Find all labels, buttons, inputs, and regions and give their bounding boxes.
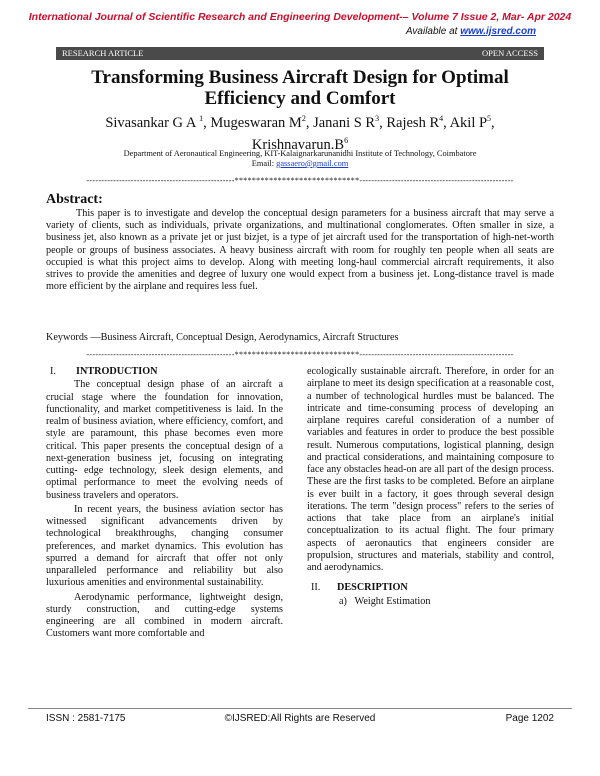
section-number: I. [50,366,56,377]
section-number: II. [311,582,321,594]
author-name: Janani S R [313,114,376,131]
section-heading [307,582,554,594]
keywords: Keywords —Business Aircraft, Conceptual Design, Aerodynamics, Aircraft Structures [46,332,399,343]
separator-top: --------------------------------------------------*****************************---------------------------------------------------- [86,176,514,185]
author-name: Sivasankar G A [105,114,196,131]
author-affiliation-mark: 4 [439,114,444,123]
left-column [46,366,283,643]
email-link[interactable]: gassaero@gmail.com [276,159,349,168]
paper-title: Transforming Business Aircraft Design for Optimal Efficiency and Comfort [91,67,509,109]
author-affiliation-mark: 6 [344,135,349,145]
abstract-heading: Abstract: [46,192,103,207]
email-label: Email: [251,159,275,168]
author-affiliation-mark: 5 [487,114,492,123]
paragraph: Aerodynamic performance, lightweight design, sturdy construction, and cutting-edge systems engineering are all combined in modern aircraft. Customers want more comfortable and [46,591,283,640]
availability-line [406,26,536,37]
paragraph: The conceptual design phase of an aircraft a crucial stage where the foundation for innovation, functionality, and market competitiveness is laid. In the realm of business aviation, where efficiency, comfort, and style are paramount, this phase becomes even more critical. This paper presents the conceptual design of a next-generation business jet, focusing on integrating cutting- edge technology, sleek design elements, and optimal performance to meet the evolving needs of business travelers and operators. [46,379,283,501]
section-title: INTRODUCTION [76,366,158,377]
article-type-banner [56,47,544,60]
author-affiliation-mark: 2 [301,114,306,123]
author-list: Sivasankar G A $^1$, Mugeswaran $M^2$, Janani S $R^3$, Rajesh $R^4$, Akil $P^5$, $Krishnavarun.B^6$ [105,114,495,153]
author-affiliation-mark: 1 [199,114,204,123]
abstract-text: This paper is to investigate and develop the conceptual design parameters for a business aircraft that may serve a variety of clients, such as individuals, private organizations, and multinational conglomerates. Often smaller in size, a business jet, also known as a private jet or just bizjet, is a type of jet aircraft used for the transportation of high-net-worth people or groups of business associates. A heavy business aircraft with room for roughly ten people when all seats are occupied is what this project aims to develop. Along with meeting long-haul commercial aircraft requirements, it also strives to provide the amenities and degree of luxury one would expect from a business jet. Long-distance travel is made more efficient by the airplane and requires less fuel. [46,208,554,293]
footer-page-number: Page 1202 [505,713,554,724]
open-access-label: OPEN ACCESS [482,48,538,58]
right-column [307,366,554,608]
separator-bottom: --------------------------------------------------*****************************---------------------------------------------------- [86,350,514,359]
footer-rights: ©IJSRED:All Rights are Reserved [224,713,376,724]
author-name: Rajesh R [386,114,440,131]
email-line [56,159,544,168]
paragraph: ecologically sustainable aircraft. Therefore, in order for an airplane to meet its design specification at a reasonable cost, a number of technological hurdles must be balanced. The intricate and time-consuming process of developing an airplane requires careful consideration of a number of variables and features in order to produce the best possible result. Numerous computations, logistical planning, design and practical considerations, and maintaining composure to face any obstacles head-on are all part of the design process. These are the first tasks to be completed. Before an airplane is ever built in a factory, it goes through several design iterations. The term "design process" refers to the series of actions that take place from an airplane's initial conceptualization to its actual flight. The four primary aspects of aeronautics that engineers consider are propulsion, structures and materials, stability and control, and aerodynamics. [307,366,554,573]
author-affiliation-mark: 3 [375,114,380,123]
author-name: Krishnavarun.B [251,136,345,153]
author-name: Mugeswaran M [210,114,302,131]
research-article-label: RESEARCH ARTICLE [62,48,144,58]
author-name: Akil P [449,114,488,131]
footer-divider [28,708,572,709]
available-prefix: Available at [405,26,458,37]
subsection-heading: a) Weight Estimation [339,595,431,607]
footer-issn: ISSN : 2581-7175 [46,713,126,724]
journal-url-link[interactable]: www.ijsred.com [460,26,536,37]
section-title: DESCRIPTION [337,582,408,594]
journal-header: International Journal of Scientific Research and Engineering Development-– Volume 7 Issue 2, Mar- Apr 2024 [28,11,572,23]
affiliation: Department of Aeronautical Engineering, KIT-Kalaignarkarunanidhi Institute of Technology, Coimbatore [123,149,477,158]
section-heading [46,366,283,378]
paragraph: In recent years, the business aviation sector has witnessed significant advancements driven by technological breakthroughs, changing consumer preferences, and market dynamics. This evolution has spurred a demand for aircraft that offer not only unparalleled performance and reliability but also luxurious amenities and environmental sustainability. [46,503,283,589]
